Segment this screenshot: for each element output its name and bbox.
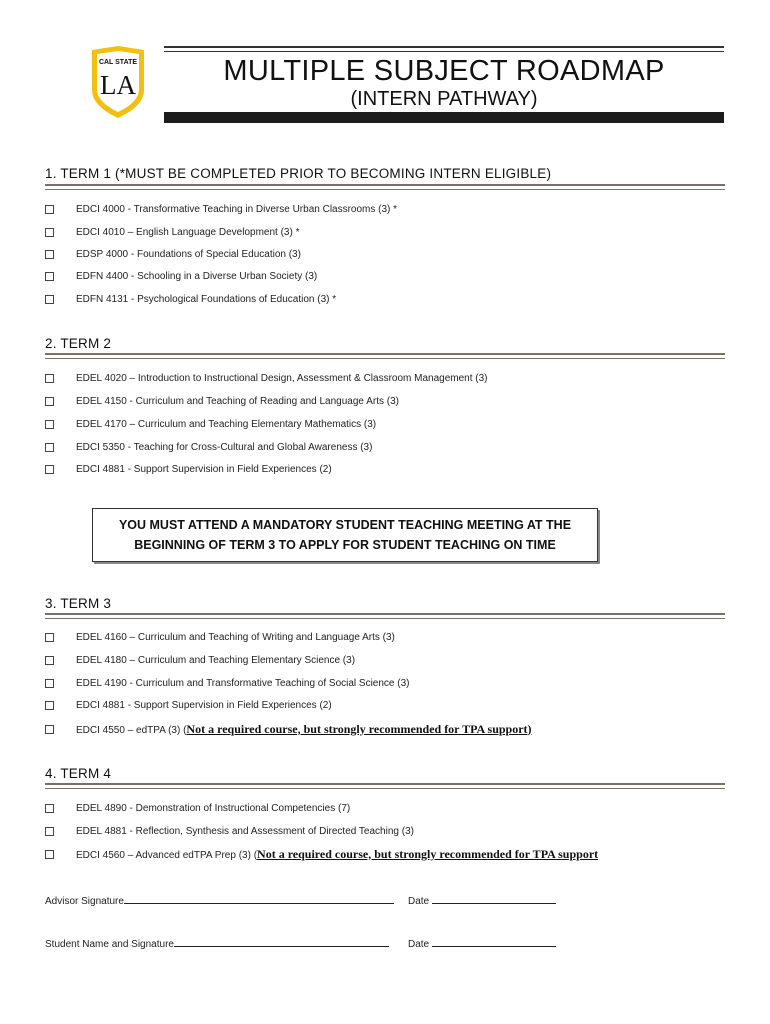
checklist-item[interactable] <box>45 224 299 240</box>
course-label <box>76 847 598 862</box>
checkbox[interactable] <box>45 250 54 259</box>
checkbox[interactable] <box>45 701 54 710</box>
checkbox[interactable] <box>45 656 54 665</box>
course-label: EDEL 4160 – Curriculum and Teaching of Writing and Language Arts (3) <box>76 631 395 643</box>
checklist-item[interactable] <box>45 439 372 455</box>
checkbox[interactable] <box>45 633 54 642</box>
advisor-signature-row <box>45 893 394 907</box>
checklist-item[interactable] <box>45 823 414 839</box>
course-label: EDCI 4881 - Support Supervision in Field Experiences (2) <box>76 699 332 711</box>
advisor-signature-line[interactable] <box>124 893 394 904</box>
course-label: EDEL 4150 - Curriculum and Teaching of Reading and Language Arts (3) <box>76 395 399 407</box>
course-label: EDCI 4000 - Transformative Teaching in Diverse Urban Classrooms (3) * <box>76 203 398 215</box>
advisor-date-row <box>408 893 556 907</box>
checkbox[interactable] <box>45 804 54 813</box>
course-label: EDEL 4881 - Reflection, Synthesis and Assessment of Directed Teaching (3) <box>76 825 414 837</box>
course-label: EDCI 5350 - Teaching for Cross-Cultural and Global Awareness (3) <box>76 441 373 453</box>
advisor-signature-label: Advisor Signature <box>45 896 124 907</box>
student-date-row <box>408 936 556 950</box>
course-label: EDCI 4010 – English Language Development (3) * <box>76 226 300 238</box>
checkbox[interactable] <box>45 420 54 429</box>
checklist-item[interactable] <box>45 393 399 409</box>
cal-state-la-logo <box>88 44 148 120</box>
page-title: MULTIPLE SUBJECT ROADMAP <box>223 55 665 87</box>
course-label: EDEL 4020 – Introduction to Instructional Design, Assessment & Classroom Management (3) <box>76 372 488 384</box>
checklist-item[interactable] <box>45 201 397 217</box>
checkbox[interactable] <box>45 228 54 237</box>
shield-icon <box>88 44 148 120</box>
checklist-item[interactable] <box>45 370 488 386</box>
course-label: EDEL 4170 – Curriculum and Teaching Elementary Mathematics (3) <box>76 418 377 430</box>
student-signature-label: Student Name and Signature <box>45 939 174 950</box>
checklist-item[interactable] <box>45 268 317 284</box>
section-rule <box>45 613 725 619</box>
checkbox[interactable] <box>45 827 54 836</box>
section-rule <box>45 184 725 190</box>
checkbox[interactable] <box>45 295 54 304</box>
course-label: EDEL 4890 - Demonstration of Instructional Competencies (7) <box>76 802 351 814</box>
checklist-item[interactable] <box>45 846 598 862</box>
recommendation-note: Not a required course, but strongly recommended for TPA support <box>257 846 599 861</box>
course-label: EDFN 4131 - Psychological Foundations of Education (3) * <box>76 293 337 305</box>
checklist-item[interactable] <box>45 461 332 477</box>
page-subtitle: (INTERN PATHWAY) <box>350 88 538 110</box>
course-label <box>76 722 532 737</box>
checkbox[interactable] <box>45 397 54 406</box>
checkbox[interactable] <box>45 725 54 734</box>
checklist-item[interactable] <box>45 675 410 691</box>
term-4-heading: 4. TERM 4 <box>45 766 112 781</box>
checkbox[interactable] <box>45 272 54 281</box>
course-label: EDCI 4881 - Support Supervision in Field Experiences (2) <box>76 463 332 475</box>
header-top-rule <box>164 46 724 48</box>
student-signature-row <box>45 936 389 950</box>
checkbox[interactable] <box>45 679 54 688</box>
checkbox[interactable] <box>45 205 54 214</box>
checklist-item[interactable] <box>45 800 350 816</box>
checklist-item[interactable] <box>45 721 532 737</box>
term-3-heading: 3. TERM 3 <box>45 596 112 611</box>
course-label: EDEL 4180 – Curriculum and Teaching Elementary Science (3) <box>76 654 356 666</box>
course-code: EDCI 4560 – Advanced edTPA Prep (3) ( <box>76 849 258 861</box>
checklist-item[interactable] <box>45 697 332 713</box>
checkbox[interactable] <box>45 465 54 474</box>
checklist-item[interactable] <box>45 291 336 307</box>
course-label: EDSP 4000 - Foundations of Special Education (3) <box>76 248 301 260</box>
notice-line-1: YOU MUST ATTEND A MANDATORY STUDENT TEACHING MEETING AT THE <box>118 518 572 532</box>
logo-small-text: CAL STATE <box>98 59 138 66</box>
advisor-date-line[interactable] <box>432 893 556 904</box>
recommendation-note: Not a required course, but strongly recommended for TPA support) <box>186 721 532 736</box>
checklist-item[interactable] <box>45 246 301 262</box>
logo-big-text: LA <box>100 70 136 100</box>
term-1-heading: 1. TERM 1 (*MUST BE COMPLETED PRIOR TO BECOMING INTERN ELIGIBLE) <box>45 166 552 181</box>
checkbox[interactable] <box>45 374 54 383</box>
header-top-rule-thin <box>164 51 724 52</box>
checkbox[interactable] <box>45 443 54 452</box>
term-2-heading: 2. TERM 2 <box>45 336 112 351</box>
checklist-item[interactable] <box>45 416 376 432</box>
course-label: EDEL 4190 - Curriculum and Transformative Teaching of Social Science (3) <box>76 677 410 689</box>
checkbox[interactable] <box>45 850 54 859</box>
student-signature-line[interactable] <box>174 936 389 947</box>
student-date-label: Date <box>408 939 430 950</box>
course-label: EDFN 4400 - Schooling in a Diverse Urban Society (3) <box>76 270 318 282</box>
checklist-item[interactable] <box>45 652 355 668</box>
section-rule <box>45 353 725 359</box>
mandatory-meeting-notice <box>92 508 598 562</box>
course-code: EDCI 4550 – edTPA (3) ( <box>76 724 187 736</box>
advisor-date-label: Date <box>408 896 430 907</box>
checklist-item[interactable] <box>45 629 395 645</box>
section-rule <box>45 783 725 789</box>
notice-line-2: BEGINNING OF TERM 3 TO APPLY FOR STUDENT TEACHING ON TIME <box>134 538 556 552</box>
header-bottom-bar <box>164 112 724 123</box>
student-date-line[interactable] <box>432 936 556 947</box>
